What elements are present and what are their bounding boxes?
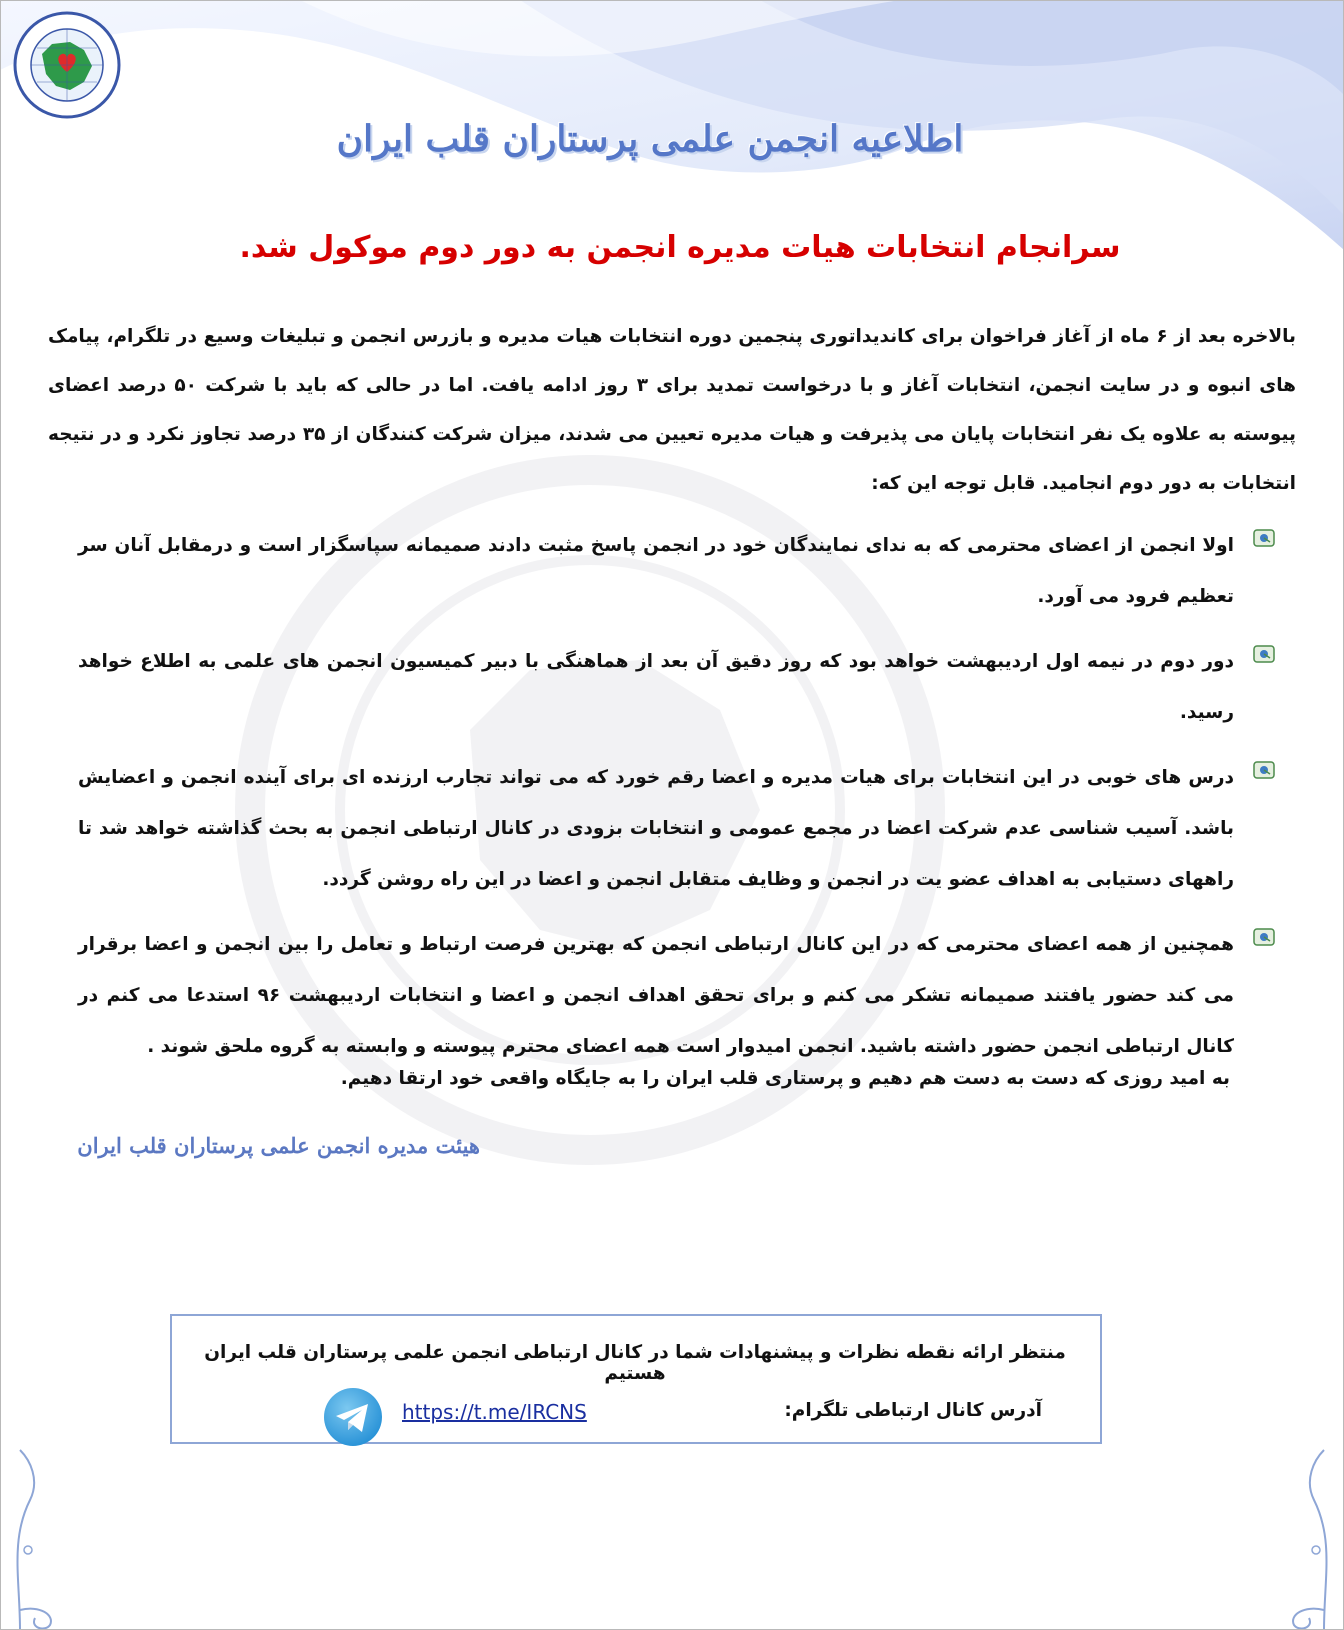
contact-box — [170, 1314, 1102, 1444]
bullet-icon — [1252, 528, 1278, 550]
list-item — [78, 520, 1278, 622]
list-item — [78, 636, 1278, 738]
telegram-icon[interactable] — [322, 1386, 384, 1448]
closing-statement: به امید روزی که دست به دست هم دهیم و پرستاری قلب ایران را به جایگاه واقعی خود ارتقا دهیم. — [340, 1068, 1230, 1089]
bullet-list — [78, 520, 1278, 1072]
bullet-text: اولا انجمن از اعضای محترمی که به ندای نمایندگان خود در انجمن پاسخ مثبت دادند صمیمانه سپاسگزار است و درمقابل آنان سر تعظیم فرود می آورد. — [78, 535, 1234, 607]
contact-row — [322, 1386, 1042, 1436]
telegram-label: آدرس کانال ارتباطی تلگرام: — [784, 1400, 1042, 1421]
page-title: اطلاعیه انجمن علمی پرستاران قلب ایران — [336, 118, 964, 160]
bullet-icon — [1252, 644, 1278, 666]
ornament-corner-icon — [1254, 1430, 1344, 1630]
contact-message: منتظر ارائه نقطه نظرات و پیشنهادات شما در کانال ارتباطی انجمن علمی پرستاران قلب ایران هستیم — [204, 1342, 1066, 1384]
list-item — [78, 752, 1278, 905]
intro-paragraph: بالاخره بعد از ۶ ماه از آغاز فراخوان برای کاندیداتوری پنجمین دوره انتخابات هیات مدیره و بازرس انجمن و تبلیغات وسیع در تلگرام، پیامک های انبوه و در سایت انجمن، انتخابات آغاز و با درخواست تمدید برای ۳ روز ادامه یافت. اما در حالی که باید با شرکت ۵۰ درصد اعضای پیوسته به علاوه یک نفر انتخابات پایان می پذیرفت و هیات مدیره تعیین می شدند، میزان شرکت کنندگان از ۳۵ درصد تجاوز نکرد و در نتیجه انتخابات به دور دوم انجامید. قابل توجه این که: — [48, 326, 1296, 494]
bullet-text: همچنین از همه اعضای محترمی که در این کانال ارتباطی انجمن که بهترین فرصت ارتباط و تعامل را بین انجمن و اعضا برقرار می کند حضور یافتند صمیمانه تشکر می کنم و برای تحقق اهداف انجمن و اعضا و انتخابات اردیبهشت ۹۶ استدعا می کنم در کانال ارتباطی انجمن حضور داشته باشید. انجمن امیدوار است همه اعضای محترم پیوسته و وابسته به گروه ملحق شوند . — [78, 934, 1234, 1057]
signature: هیئت مدیره انجمن علمی پرستاران قلب ایران — [77, 1133, 480, 1158]
bullet-icon — [1252, 927, 1278, 949]
bullet-icon — [1252, 760, 1278, 782]
bullet-text: دور دوم در نیمه اول اردیبهشت خواهد بود که روز دقیق آن بعد از هماهنگی با دبیر کمیسیون انجمن های علمی به اطلاع خواهد رسید. — [78, 651, 1234, 723]
telegram-link[interactable]: https://t.me/IRCNS — [402, 1400, 587, 1424]
ornament-corner-icon — [0, 1430, 90, 1630]
logo-emblem-icon — [12, 10, 122, 120]
headline: سرانجام انتخابات هیات مدیره انجمن به دور دوم موکول شد. — [239, 230, 1121, 265]
list-item — [78, 919, 1278, 1072]
bullet-text: درس های خوبی در این انتخابات برای هیات مدیره و اعضا رقم خورد که می تواند تجارب ارزنده ای برای آینده انجمن و اعضایش باشد. آسیب شناسی عدم شرکت اعضا در مجمع عمومی و انتخابات بزودی در کانال ارتباطی انجمن به بحث گذاشته خواهد شد تا راههای دستیابی به اهداف عضو یت در انجمن و وظایف متقابل انجمن و اعضا در این راه روشن گردد. — [78, 767, 1234, 890]
